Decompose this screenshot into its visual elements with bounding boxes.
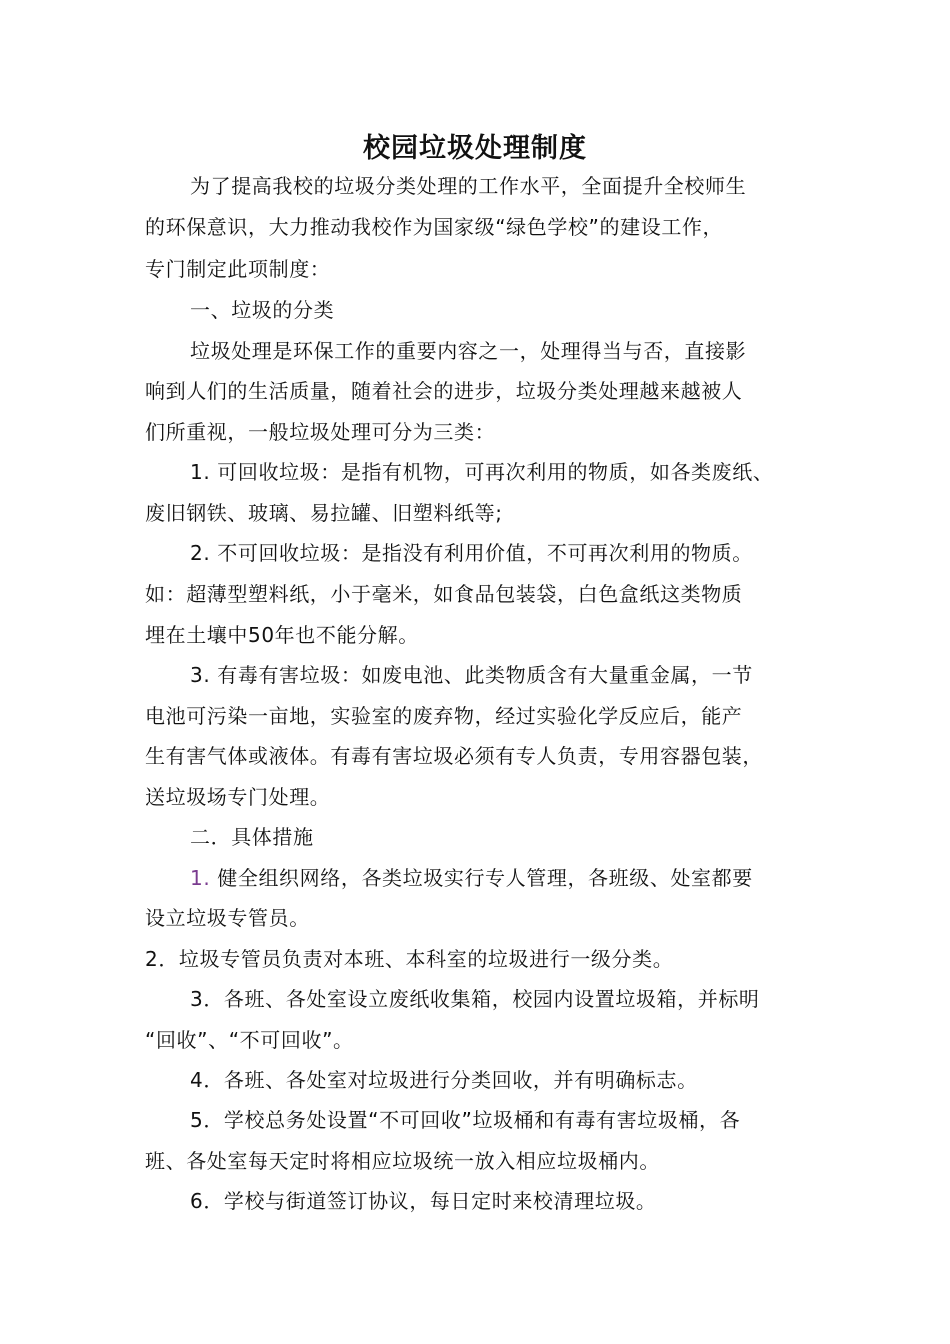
measure-item-5-line-2: 班、各处室每天定时将相应垃圾统一放入相应垃圾桶内。 — [145, 1149, 660, 1173]
measure-item-1-number: 1. — [190, 866, 211, 890]
measure-item-6: 6．学校与街道签订协议，每日定时来校清理垃圾。 — [190, 1189, 657, 1213]
category-item-1-line-1: 1. 可回收垃圾：是指有机物，可再次利用的物质，如各类废纸、 — [190, 460, 774, 484]
intro-line-2: 的环保意识，大力推动我校作为国家级“绿色学校”的建设工作， — [145, 215, 724, 239]
section-2-heading: 二．具体措施 — [190, 825, 314, 849]
measure-item-3-line-1: 3．各班、各处室设立废纸收集箱，校园内设置垃圾箱，并标明 — [190, 987, 760, 1011]
intro-line-1: 为了提高我校的垃圾分类处理的工作水平，全面提升全校师生 — [190, 174, 747, 198]
category-item-2-line-1: 2. 不可回收垃圾：是指没有利用价值，不可再次利用的物质。 — [190, 541, 753, 565]
category-item-1-line-2: 废旧钢铁、玻璃、易拉罐、旧塑料纸等; — [145, 501, 503, 525]
section-1-heading: 一、垃圾的分类 — [190, 298, 335, 322]
category-item-3-line-1: 3. 有毒有害垃圾：如废电池、此类物质含有大量重金属，一节 — [190, 663, 753, 687]
measure-item-2: 2．垃圾专管员负责对本班、本科室的垃圾进行一级分类。 — [145, 947, 674, 971]
section-1-para-line-1: 垃圾处理是环保工作的重要内容之一，处理得当与否，直接影 — [190, 339, 747, 363]
category-item-3-line-3: 生有害气体或液体。有毒有害垃圾必须有专人负责，专用容器包装， — [145, 744, 763, 768]
category-item-2-line-2: 如：超薄型塑料纸，小于毫米，如食品包装袋，白色盒纸这类物质 — [145, 582, 743, 606]
category-item-3-line-4: 送垃圾场专门处理。 — [145, 785, 331, 809]
measure-item-1-text: 健全组织网络，各类垃圾实行专人管理，各班级、处室都要 — [210, 866, 753, 890]
intro-line-3: 专门制定此项制度： — [145, 257, 331, 281]
measure-item-1-line-1 — [190, 864, 753, 892]
measure-item-4: 4．各班、各处室对垃圾进行分类回收，并有明确标志。 — [190, 1068, 698, 1092]
measure-item-1-line-2: 设立垃圾专管员。 — [145, 906, 310, 930]
document-title: 校园垃圾处理制度 — [363, 133, 587, 164]
category-item-2-line-3: 埋在土壤中50年也不能分解。 — [145, 623, 419, 647]
measure-item-5-line-1: 5．学校总务处设置“不可回收”垃圾桶和有毒有害垃圾桶，各 — [190, 1108, 741, 1132]
category-item-3-line-2: 电池可污染一亩地，实验室的废弃物，经过实验化学反应后，能产 — [145, 704, 743, 728]
measure-item-3-line-2: “回收”、“不可回收”。 — [145, 1028, 354, 1052]
section-1-para-line-3: 们所重视，一般垃圾处理可分为三类： — [145, 420, 496, 444]
section-1-para-line-2: 响到人们的生活质量，随着社会的进步，垃圾分类处理越来越被人 — [145, 379, 743, 403]
